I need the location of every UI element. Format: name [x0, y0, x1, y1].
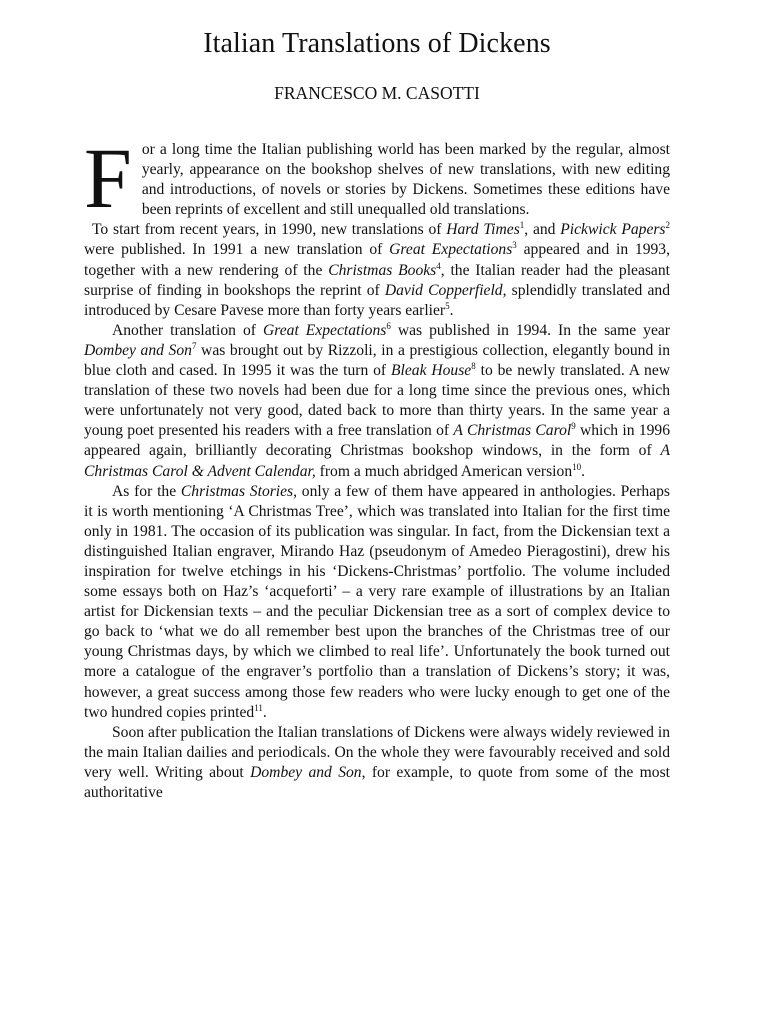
italic-title: Pickwick Papers: [560, 221, 666, 239]
footnote-ref: 2: [665, 220, 671, 231]
text-run: , for example, to quote from some of the most authoritative: [84, 763, 670, 801]
footnote-ref: 3: [512, 240, 517, 251]
italic-title: A Christmas Carol & Advent Calendar,: [84, 442, 670, 480]
italic-title: Bleak House: [391, 362, 472, 380]
author-name: FRANCESCO M. CASOTTI: [274, 83, 480, 103]
footnote-ref: 10: [572, 461, 582, 472]
text-run: only a few of them have appeared in anthologies. Perhaps it is worth mentioning ‘A Christmas Tree’, which was translated into Italian for the first time only in 1981. The occasion of its publication was singular. In fact, from the Dickensian text a distinguished Italian engraver, Mirando Haz (pseudonym of Amedeo Pieragostini), drew his inspiration for twelve etchings in his ‘Dickens-Christmas’ portfolio. The volume included some essays both on Haz’s ‘acqueforti’ – a very rare example of illustrations by an Italian artist for Dickensian texts – and the peculiar Dickensian tree as a sort of complex device to go back to ‘what we do all remember best upon the branches of the Christmas tree of our young Christmas days, by which we climbed to real life’. Unfortunately the book turned out more a catalogue of the engraver’s portfolio than a translation of Dickens’s story; it was, however, a great success among those few readers who were lucky enough to get one of the two hundred copies printed: [84, 482, 670, 721]
italic-title: Dombey and Son: [84, 341, 192, 359]
footnote-ref: 1: [519, 220, 525, 231]
text-run: , and: [524, 221, 561, 239]
italic-title: Hard Times: [446, 221, 520, 239]
italic-title: Dombey and Son: [250, 763, 362, 781]
article-title: Italian Translations of Dickens: [203, 28, 551, 59]
paragraph-5: [84, 723, 670, 803]
footnote-ref: 9: [571, 421, 576, 432]
italic-title: Great Expectations: [389, 241, 513, 259]
text-run: to be newly translated. A new translation of these two novels had been due for a long time since the previous ones, which were unfortunately not very good, dated back to more than thirty years. In the same year a young poet presented his readers with a free translation of: [84, 362, 670, 440]
text-run: was published in 1994. In the same year: [390, 321, 670, 339]
text-run: Another translation of: [112, 321, 263, 339]
footnote-ref: 8: [471, 361, 476, 372]
italic-title: Christmas Books: [328, 261, 437, 279]
italic-title: Great Expectations: [262, 321, 387, 339]
text-run: As for the: [112, 482, 181, 500]
text-run: , the Italian reader had the pleasant surprise of finding in bookshops the reprint of: [84, 261, 670, 299]
footnote-ref: 4: [436, 260, 441, 271]
text-run: .: [581, 462, 586, 480]
text-run: from a much abridged American version: [315, 462, 573, 480]
text-run: Soon after publication the Italian translations of Dickens were always widely reviewed in the main Italian dailies and periodicals. On the whole they were favourably received and sold very well. Writing about: [84, 723, 670, 781]
text-run: splendidly translated and introduced by Cesare Pavese more than forty years earlier: [84, 281, 670, 319]
paragraph-1: [84, 130, 670, 226]
paragraph-2: [84, 220, 670, 320]
text-run: To start from recent years, in 1990, new translations of: [92, 221, 447, 239]
page: [84, 26, 670, 803]
footnote-ref: 7: [191, 340, 197, 351]
footnote-ref: 6: [386, 320, 391, 331]
italic-title: David Copperfield,: [384, 281, 507, 299]
footnote-ref: 5: [445, 300, 450, 311]
paragraph-3: [84, 321, 670, 482]
italic-title: A Christmas Carol: [453, 422, 572, 440]
text-run: .: [262, 703, 267, 721]
text-run: or a long time the Italian publishing world has been marked by the regular, almost yearly, appearance on the bookshop shelves of new translations, with new editing and introductions, of novels or stories by Dickens. Sometimes these editions have been reprints of excellent and still unequalled old translations.: [141, 141, 670, 219]
paragraph-4: [84, 482, 670, 723]
text-run: were published. In 1991 a new translation of: [84, 241, 390, 259]
text-run: was brought out by Rizzoli, in a prestigious collection, elegantly bound in blue cloth and cased. In 1995 it was the turn of: [84, 341, 670, 380]
italic-title: Christmas Stories,: [180, 482, 298, 500]
text-run: which in 1996 appeared again, brilliantly decorating Christmas bookshop windows, in the form of: [84, 422, 671, 460]
text-run: appeared and in 1993, together with a new rendering of the: [84, 241, 671, 279]
text-run: .: [449, 301, 454, 319]
article-body: [84, 130, 671, 803]
footnote-ref: 11: [254, 702, 263, 713]
drop-cap: F: [84, 130, 132, 226]
